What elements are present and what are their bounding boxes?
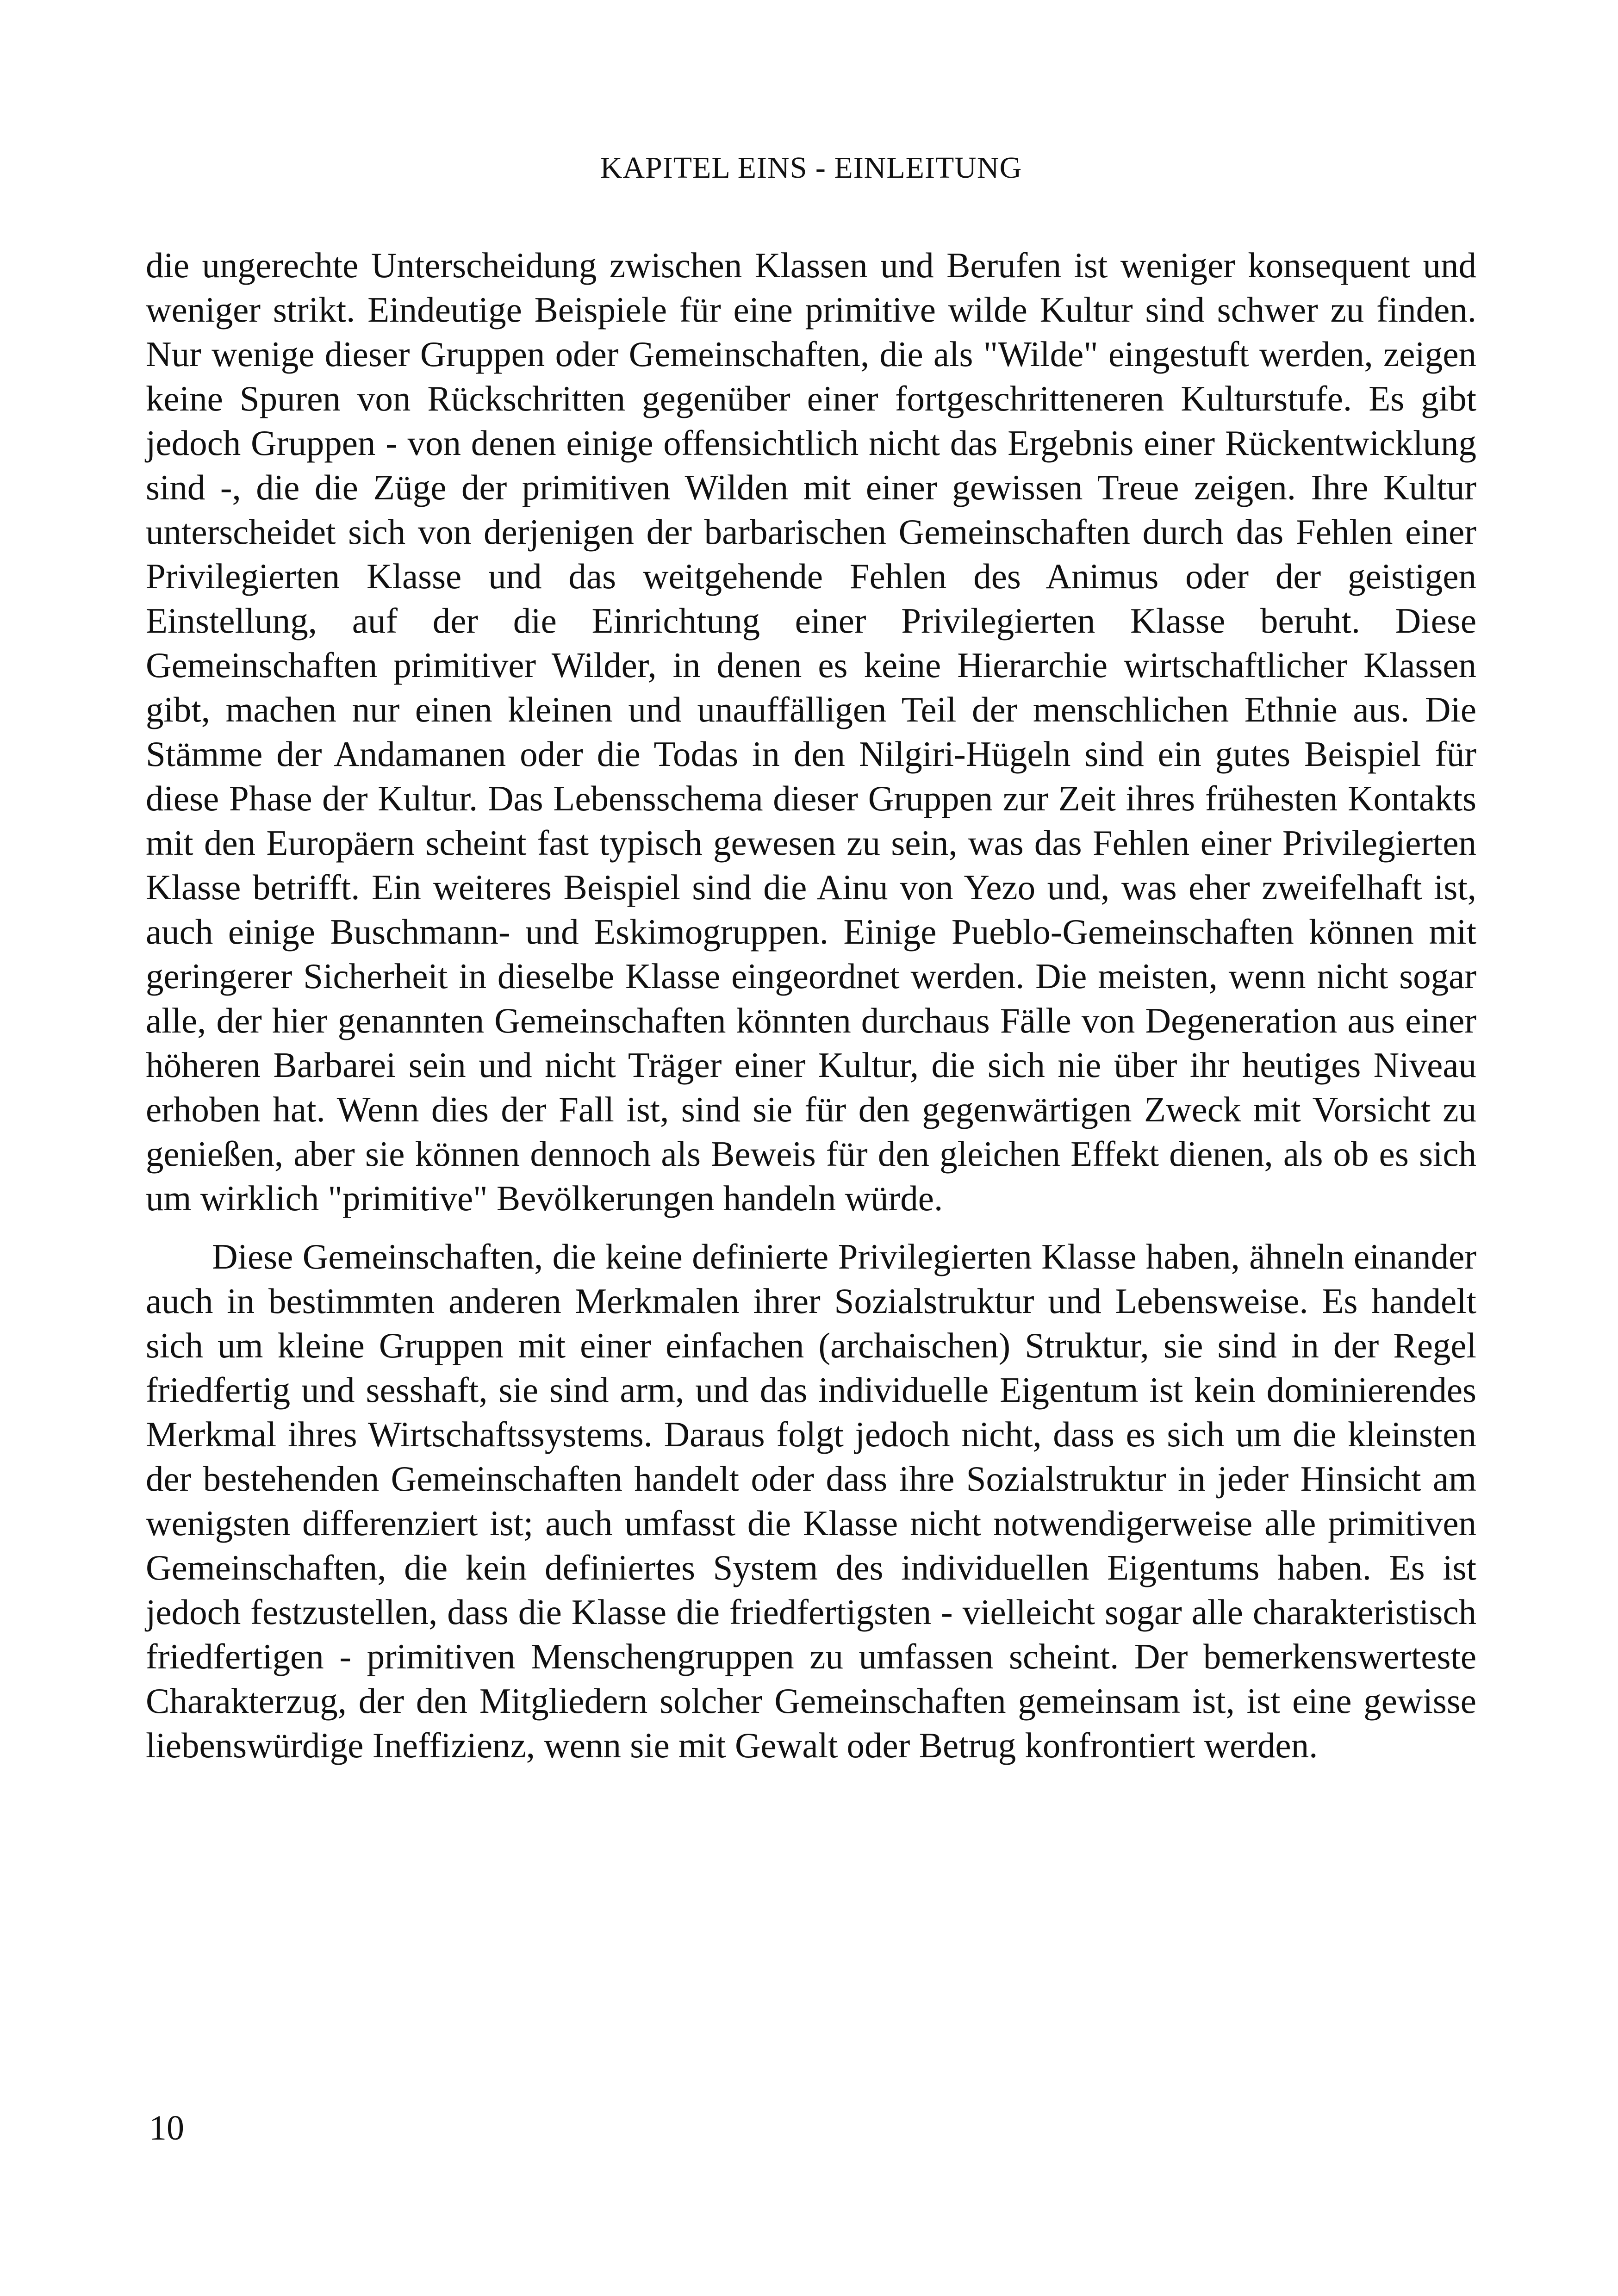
paragraph: Diese Gemeinschaften, die keine definierte Privilegierten Klasse haben, ähneln einander auch in bestimmten anderen Merkmalen ihrer Sozialstruktur und Lebensweise. Es handelt sich um kleine Gruppen mit einer einfachen (archaischen) Struktur, sie sind in der Regel friedfertig und sesshaft, sie sind arm, und das individuelle Eigentum ist kein dominierendes Merkmal ihres Wirtschaftssystems. Daraus folgt jedoch nicht, dass es sich um die kleinsten der bestehenden Gemeinschaften handelt oder dass ihre Sozialstruktur in jeder Hinsicht am wenigsten differenziert ist; auch umfasst die Klasse nicht notwendigerweise alle primitiven Gemeinschaften, die kein definiertes System des individuellen Eigentums haben. Es ist jedoch festzustellen, dass die Klasse die friedfertigsten - vielleicht sogar alle charakteristisch friedfertigen - primitiven Menschengruppen zu umfassen scheint. Der bemerkenswerteste Charakterzug, der den Mitgliedern solcher Gemeinschaften gemeinsam ist, ist eine gewisse liebenswürdige Ineffizienz, wenn sie mit Gewalt oder Betrug konfrontiert werden.: [146, 1237, 1476, 1765]
page-number: 10: [149, 2109, 184, 2147]
body-text: [146, 243, 1476, 1767]
running-head: KAPITEL EINS - EINLEITUNG: [600, 151, 1022, 185]
paragraph: die ungerechte Unterscheidung zwischen Klassen und Berufen ist weniger konsequent und weniger strikt. Eindeutige Beispiele für eine primitive wilde Kultur sind schwer zu finden. Nur wenige dieser Gruppen oder Gemeinschaften, die als "Wilde" eingestuft werden, zeigen keine Spuren von Rückschritten gegenüber einer fortgeschritteneren Kulturstufe. Es gibt jedoch Gruppen - von denen einige offensichtlich nicht das Ergebnis einer Rückentwicklung sind -, die die Züge der primitiven Wilden mit einer gewissen Treue zeigen. Ihre Kultur unterscheidet sich von derjenigen der barbarischen Gemeinschaften durch das Fehlen einer Privilegierten Klasse und das weitgehende Fehlen des Animus oder der geistigen Einstellung, auf der die Einrichtung einer Privilegierten Klasse beruht. Diese Gemeinschaften primitiver Wilder, in denen es keine Hierarchie wirtschaftlicher Klassen gibt, machen nur einen kleinen und unauffälligen Teil der menschlichen Ethnie aus. Die Stämme der Andamanen oder die Todas in den Nilgiri-Hügeln sind ein gutes Beispiel für diese Phase der Kultur. Das Lebensschema dieser Gruppen zur Zeit ihres frühesten Kontakts mit den Europäern scheint fast typisch gewesen zu sein, was das Fehlen einer Privilegierten Klasse betrifft. Ein weiteres Beispiel sind die Ainu von Yezo und, was eher zweifelhaft ist, auch einige Buschmann- und Eskimogruppen. Einige Pueblo-Gemeinschaften können mit geringerer Sicherheit in dieselbe Klasse eingeordnet werden. Die meisten, wenn nicht sogar alle, der hier genannten Gemeinschaften könnten durchaus Fälle von Degeneration aus einer höheren Barbarei sein und nicht Träger einer Kultur, die sich nie über ihr heutiges Niveau erhoben hat. Wenn dies der Fall ist, sind sie für den gegenwärtigen Zweck mit Vorsicht zu genießen, aber sie können dennoch als Beweis für den gleichen Effekt dienen, als ob es sich um wirklich "primitive" Bevölkerungen handeln würde.: [146, 245, 1476, 1218]
